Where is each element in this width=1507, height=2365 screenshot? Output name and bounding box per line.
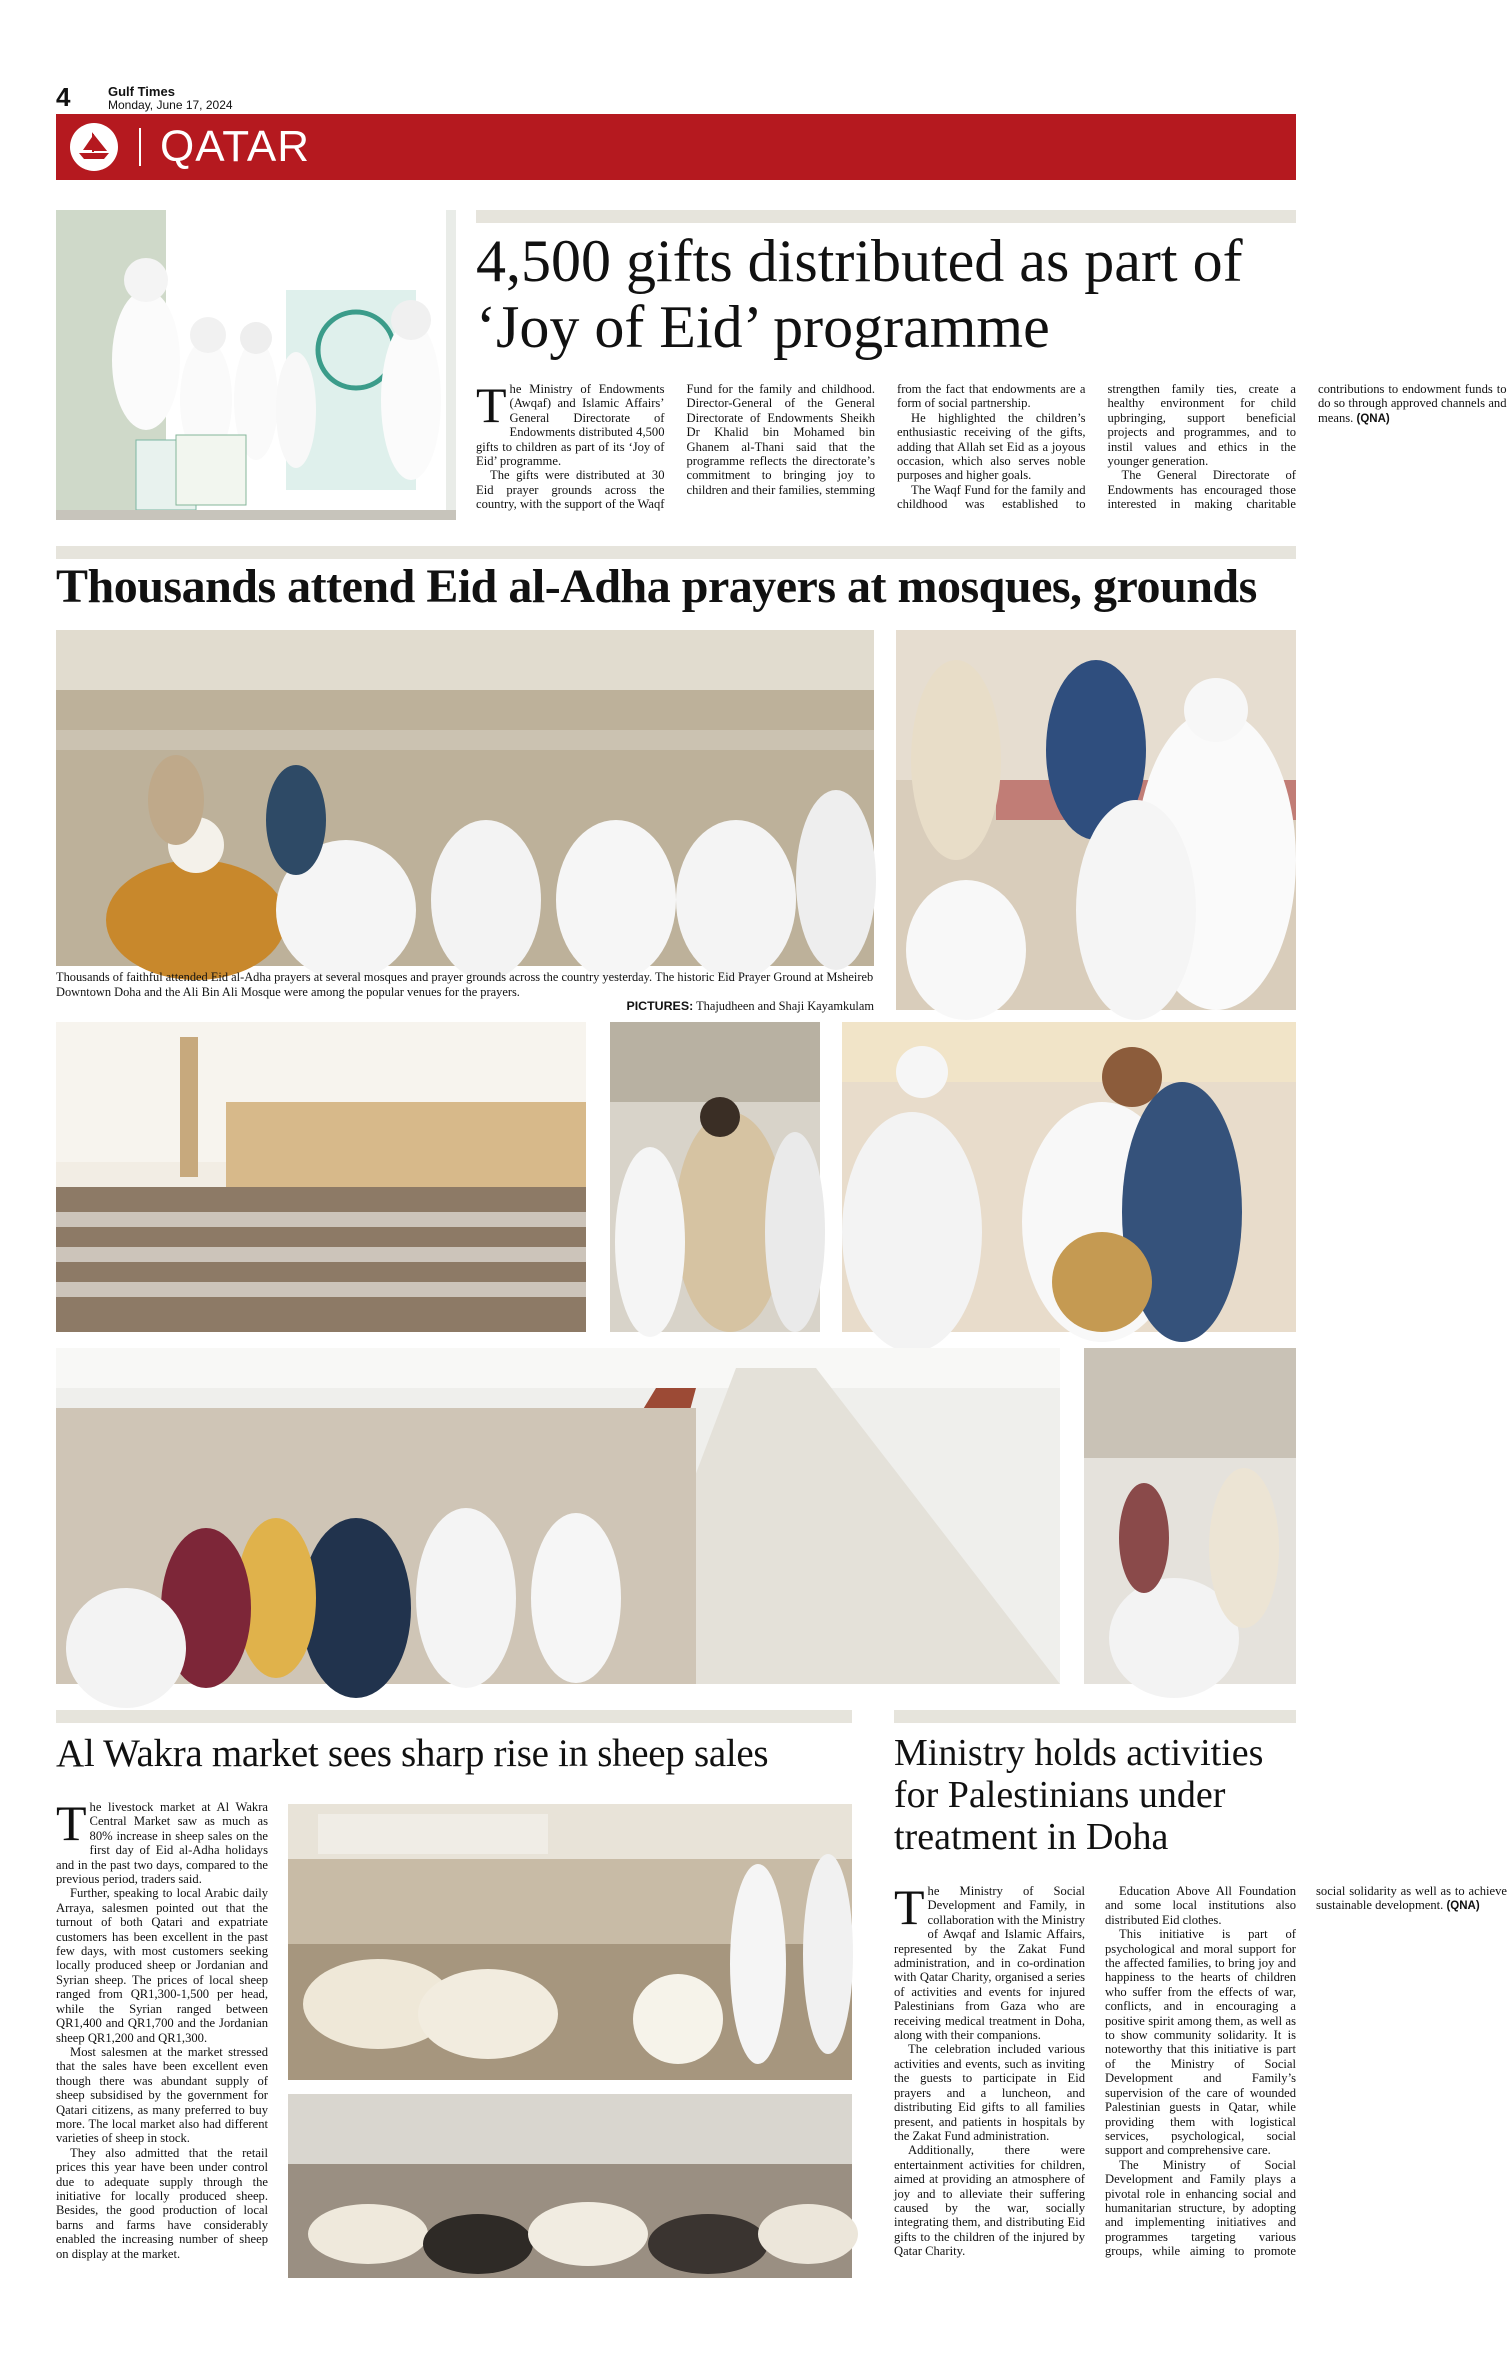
rows-of-worshippers-photo bbox=[56, 1348, 1060, 1684]
article-paragraph: Education Above All Foundation and some local institutions also distributed Eid clothes. bbox=[1105, 1884, 1296, 1927]
agency-signoff: (QNA) bbox=[1356, 412, 1390, 425]
article-gifts bbox=[476, 377, 1507, 522]
section-band bbox=[56, 114, 1296, 180]
article-paragraph: he livestock market at Al Wakra Central Market saw as much as 80% increase in sheep sales on the first day of Eid al-Adha holidays and in the past two days, compared to the previous period, traders said. bbox=[56, 1800, 268, 1887]
drop-cap: T bbox=[476, 377, 507, 433]
story-rule bbox=[894, 1710, 1296, 1723]
article-paragraph: The Ministry of Social Development and Family plays a pivotal role in enhancing social and humanitarian structure, by adopting and implementing initiatives and programmes targeting various groups, while aiming to promote social solidarity as well as to achieve sustainable development. bbox=[1105, 1884, 1507, 2259]
article-paragraph: Additionally, there were entertainment activities for children, aimed at providing an atmosphere of joy and to alleviate their suffering caused by the war, socially integrating them, and distributing Eid gifts to the children of the injured by Qatar Charity. bbox=[894, 2143, 1085, 2259]
dhow-icon bbox=[70, 123, 118, 171]
sheep-pens-photo bbox=[288, 2094, 852, 2278]
credit-label: PICTURES: bbox=[626, 999, 694, 1013]
article-paragraph: The gifts were distributed at 30 Eid prayer grounds across the country, with the support of the Waqf Fund for the family and childhood. Director-General of the General Directorate of Endowments Sheikh Dr Khalid bin Mohamed bin Ghanem al-Thani said that the programme reflects the directorate’s commitment to bringing joy to children and their families, stemming from the fact that endowments are a form of social partnership. bbox=[476, 382, 1086, 512]
article-paragraph: he Ministry of Endowments (Awqaf) and Islamic Affairs’ General Directorate of Endowments distributed 4,500 gifts to children as part of its ‘Joy of Eid’ programme. bbox=[476, 382, 665, 469]
embrace-after-prayer-photo bbox=[842, 1022, 1296, 1332]
section-title: QATAR bbox=[160, 122, 311, 171]
drop-cap: T bbox=[56, 1795, 87, 1851]
article-paragraph: He highlighted the children’s enthusiastic receiving of the gifts, adding that Allah set Eid as a joyous occasion, which also serves noble purposes and higher goals. bbox=[897, 410, 1086, 483]
worshippers-greeting-photo bbox=[610, 1022, 820, 1332]
prayer-crowd-photo bbox=[56, 630, 874, 966]
agency-signoff: (QNA) bbox=[1446, 1900, 1480, 1913]
drop-cap: T bbox=[894, 1879, 925, 1935]
article-paragraph: This initiative is part of psychological and moral support for the affected families, to bring joy and happiness to the hearts of children who suffer from the effects of war, conflicts, and in encouraging a positive spirit among them, as well as to show community solidarity. It is noteworthy that this initiative is part of the Ministry of Social Development and Family’s supervision of the care of wounded Palestinian guests in Qatar, while providing them with logistical services, psychological, social support and comprehensive care. bbox=[1105, 1927, 1296, 2158]
photo-caption: Thousands of faithful attended Eid al-Adha prayers at several mosques and prayer grounds across the country yesterday. The historic Eid Prayer Ground at Msheireb Downtown Doha and the Ali Bin Ali Mosque were among the popular venues for the prayers. bbox=[56, 970, 874, 999]
article-paragraph: The General Directorate of Endowments has encouraged those interested in making charitable contributions to endowment funds to do so through approved channels and means. bbox=[1107, 382, 1507, 512]
headline-sheep-sales: Al Wakra market sees sharp rise in sheep sales bbox=[56, 1732, 769, 1775]
article-palestinians bbox=[894, 1879, 1507, 2280]
eid-hug-children-photo bbox=[896, 630, 1296, 1010]
credit-names: Thajudheen and Shaji Kayamkulam bbox=[696, 999, 874, 1013]
story-rule bbox=[56, 1710, 852, 1723]
mosque-prayer-ground-photo bbox=[56, 1022, 586, 1332]
headline-eid-prayers: Thousands attend Eid al-Adha prayers at mosques, grounds bbox=[56, 560, 1257, 613]
headline-gifts: 4,500 gifts distributed as part of ‘Joy of Eid’ programme bbox=[476, 228, 1243, 360]
newspaper-name: Gulf Times bbox=[108, 84, 175, 99]
article-paragraph: he Ministry of Social Development and Family, in collaboration with the Ministry of Awqaf and Islamic Affairs, represented by the Zakat Fund administration, and in co-ordination with Qatar Charity, organised a series of activities and events for injured Palestinians from Gaza who are receiving medical treatment in Doha, along with their companions. bbox=[894, 1884, 1085, 2043]
hugging-worshippers-photo bbox=[1084, 1348, 1296, 1684]
issue-date: Monday, June 17, 2024 bbox=[108, 98, 233, 112]
band-separator bbox=[139, 128, 141, 166]
article-sheep-sales bbox=[56, 1795, 268, 2280]
article-paragraph: Most salesmen at the market stressed that the sales have been excellent even though there was abundant supply of sheep subsidised by the government for Qatari citizens, as many preferred to buy more. The local market also had different varieties of sheep in stock. bbox=[56, 2044, 268, 2146]
article-paragraph: The Waqf Fund for the family and childhood was established to strengthen family ties, create a healthy environment for child upbringing, support beneficial projects and programmes, and to instil values and ethics in the younger generation. bbox=[897, 382, 1296, 512]
article-paragraph: Further, speaking to local Arabic daily Arraya, salesmen pointed out that the turnout of both Qatari and expatriate customers has been excellent in the past few days, with most customers seeking locally produced sheep or Jordanian and Syrian sheep. The prices of local sheep ranged from QR1,300-1,500 per head, while the Syrian ranged between QR1,400 and QR1,700 and the Jordanian sheep QR1,200 and QR1,300. bbox=[56, 1886, 268, 2045]
page-number: 4 bbox=[56, 82, 71, 112]
story-rule bbox=[56, 546, 1296, 559]
story-rule bbox=[476, 210, 1296, 223]
article-paragraph: The celebration included various activities and events, such as inviting the guests to participate in Eid prayers and a luncheon, and distributing Eid gifts to all families present, and patients in hospitals by the Zakat Fund administration. bbox=[894, 2042, 1085, 2143]
gifts-photo bbox=[56, 210, 456, 520]
headline-palestinians: Ministry holds activities for Palestinians under treatment in Doha bbox=[894, 1732, 1264, 1858]
article-paragraph: They also admitted that the retail prices this year have been under control due to adequate supply through the initiative for locally produced sheep. Besides, the good production of local barns and farms have considerably enabled the increasing number of sheep on display at the market. bbox=[56, 2145, 268, 2261]
photo-credit bbox=[56, 999, 874, 1014]
sheep-market-photo bbox=[288, 1804, 852, 2080]
